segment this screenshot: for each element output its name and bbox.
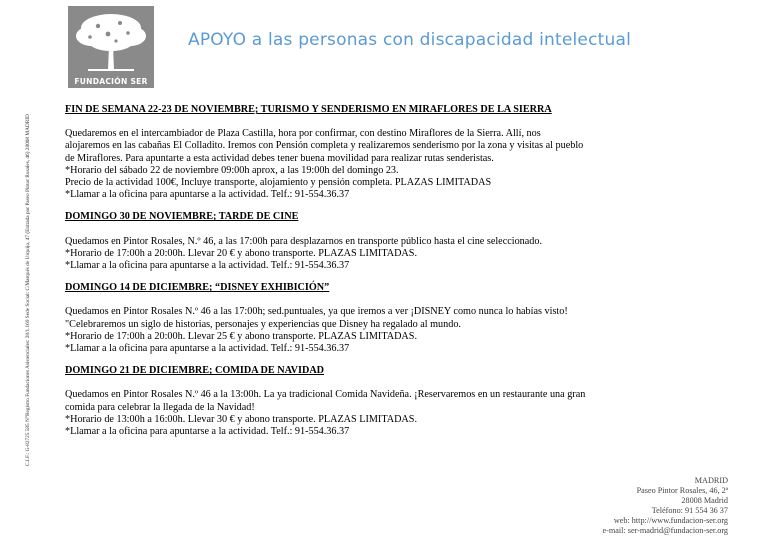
text-line: *Llamar a la oficina para apuntarse a la actividad. Telf.: 91-554.36.37 — [65, 260, 350, 272]
activity-section-navidad — [65, 365, 755, 438]
footer-contact — [603, 476, 728, 537]
tree-icon — [68, 6, 154, 78]
side-registration-note — [10, 96, 40, 466]
activity-section-cine — [65, 211, 755, 272]
text-line: *Llamar a la oficina para apuntarse a la actividad. Telf.: 91-554.36.37 — [65, 189, 350, 201]
text-line: de Miraflores. Para apuntarte a esta actividad debes tener buena movilidad para realizar rutas senderistas. — [65, 152, 494, 164]
footer-phone: Teléfono: 91 554 36 37 — [651, 506, 728, 516]
section-title: FIN DE SEMANA 22-23 DE NOVIEMBRE; TURISMO Y SENDERISMO EN MIRAFLORES DE LA SIERRA — [65, 104, 552, 115]
footer-city: MADRID — [694, 476, 728, 485]
activity-section-disney — [65, 282, 755, 355]
text-line: *Horario de 13:00h a 16:00h. Llevar 30 € y abono transporte. PLAZAS LIMITADAS. — [65, 413, 418, 425]
footer-web: web: http://www.fundacion-ser.org — [613, 516, 728, 526]
side-note-text: C.I.F.: G-82725 585 N°Registro Fundaciones Asistenciales: 28/1.169 Sede Social: C/Marqués de Urquijo, 47 (Entrada por Paseo Pintor Rosales, 46) 28008 MADRID — [25, 114, 31, 466]
activity-section-miraflores — [65, 104, 755, 201]
activities-content — [65, 104, 755, 448]
text-line: *Llamar a la oficina para apuntarse a la actividad. Telf.: 91-554.36.37 — [65, 343, 350, 355]
fundacion-ser-logo — [68, 6, 154, 88]
section-title: DOMINGO 30 DE NOVIEMBRE; TARDE DE CINE — [65, 211, 299, 223]
header-tagline: APOYO a las personas con discapacidad intelectual — [188, 30, 632, 50]
text-line: *Horario de 17:00h a 20:00h. Llevar 25 € y abono transporte. PLAZAS LIMITADAS. — [65, 330, 418, 342]
text-line: Quedamos en Pintor Rosales N.º 46 a la 13:00h. La ya tradicional Comida Navideña. ¡Reservaremos en un restaurante una gran — [65, 389, 586, 401]
footer-postcode: 28008 Madrid — [681, 496, 728, 506]
text-line: Precio de la actividad 100€, Incluye transporte, alojamiento y pensión completa. PLAZAS LIMITADAS — [65, 177, 492, 189]
logo-text: FUNDACIÓN SER — [74, 77, 148, 86]
footer-email: e-mail: ser-madrid@fundacion-ser.org — [602, 526, 728, 536]
text-line: Quedaremos en el intercambiador de Plaza Castilla, hora por confirmar, con destino Miraflores de la Sierra. Allí, nos — [65, 128, 541, 140]
text-line: *Horario de 17:00h a 20:00h. Llevar 20 € y abono transporte. PLAZAS LIMITADAS. — [65, 247, 418, 259]
text-line: Quedamos en Pintor Rosales, N.º 46, a las 17:00h para desplazarnos en transporte público hasta el cine seleccionado. — [65, 235, 543, 247]
text-line: *Horario del sábado 22 de noviembre 09:00h aprox, a las 19:00h del domingo 23. — [65, 164, 399, 176]
text-line: comida para celebrar la llegada de la Navidad! — [65, 401, 255, 413]
text-line: *Llamar a la oficina para apuntarse a la actividad. Telf.: 91-554.36.37 — [65, 426, 350, 438]
section-title: DOMINGO 21 DE DICIEMBRE; COMIDA DE NAVIDAD — [65, 365, 325, 377]
section-title: DOMINGO 14 DE DICIEMBRE; “DISNEY EXHIBICIÓN” — [65, 282, 330, 294]
text-line: "Celebraremos un siglo de historias, personajes y experiencias que Disney ha regalado al mundo. — [65, 318, 461, 330]
text-line: alojaremos en las cabañas El Colladito. Iremos con Pensión completa y realizaremos senderismo por la zona y visitas al pueblo — [65, 140, 584, 152]
footer-address: Paseo Pintor Rosales, 46, 2ª — [636, 486, 728, 496]
text-line: Quedamos en Pintor Rosales N.º 46 a las 17:00h; sed.puntuales, ya que iremos a ver ¡DISNEY como nunca lo habías visto! — [65, 306, 568, 318]
